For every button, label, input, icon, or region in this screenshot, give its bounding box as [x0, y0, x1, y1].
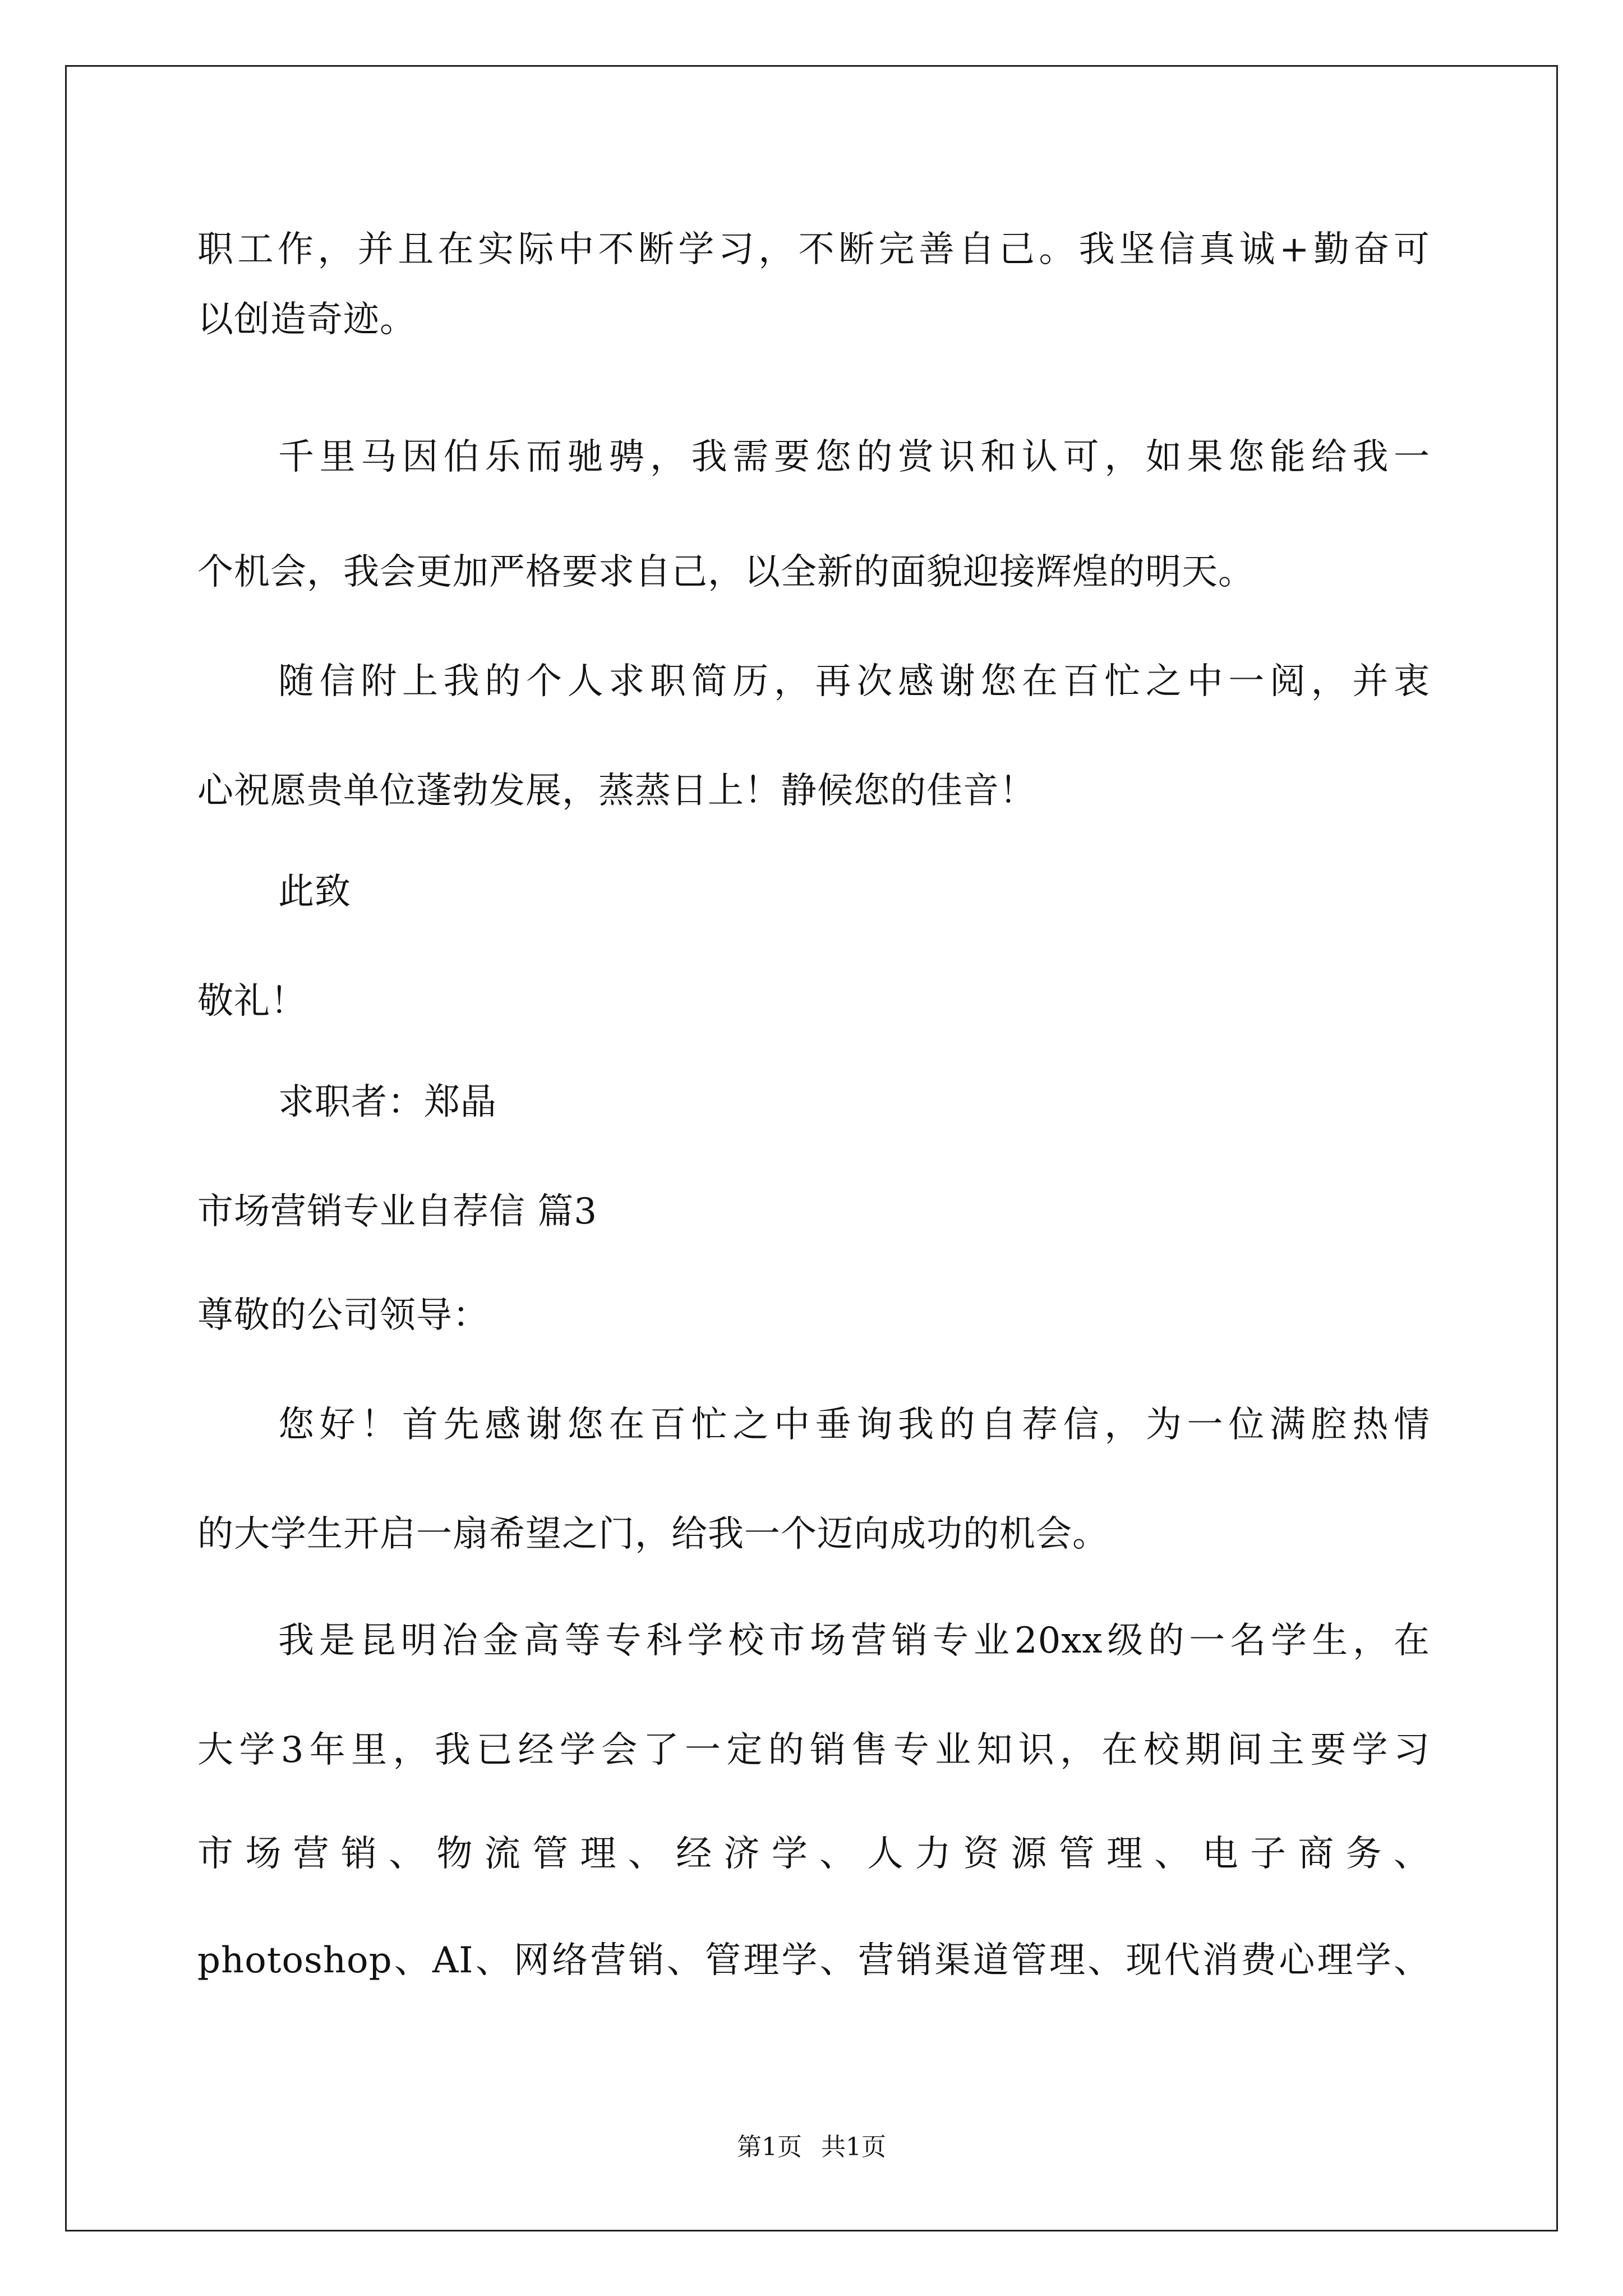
salutation-line: 此致	[278, 871, 351, 913]
greeting-line: 尊敬的公司领导：	[197, 1295, 489, 1336]
paragraph-line: 千里马因伯乐而驰骋，我需要您的赏识和认可，如果您能给我一	[278, 436, 1430, 478]
paragraph-line: 随信附上我的个人求职简历，再次感谢您在百忙之中一阅，并衷	[278, 661, 1430, 702]
section-heading: 市场营销专业自荐信 篇3	[197, 1191, 598, 1232]
page-number-total: 共1页	[821, 2133, 886, 2161]
page-border	[65, 65, 1558, 2231]
page-number-current: 第1页	[737, 2133, 802, 2161]
signature-line: 求职者：郑晶	[278, 1082, 497, 1123]
paragraph-line: 大学3年里，我已经学会了一定的销售专业知识，在校期间主要学习	[197, 1729, 1430, 1771]
paragraph-line: 职工作，并且在实际中不断学习，不断完善自己。我坚信真诚+勤奋可	[197, 229, 1430, 270]
paragraph-line: 市场营销、物流管理、经济学、人力资源管理、电子商务、	[197, 1833, 1430, 1875]
paragraph-line: photoshop、AI、网络营销、管理学、营销渠道管理、现代消费心理学、	[197, 1940, 1430, 1981]
paragraph-line: 的大学生开启一扇希望之门，给我一个迈向成功的机会。	[197, 1513, 1109, 1555]
page-footer	[0, 2132, 1623, 2163]
salutation-line: 敬礼！	[197, 981, 307, 1022]
paragraph-line: 心祝愿贵单位蓬勃发展，蒸蒸日上！静候您的佳音！	[197, 770, 1036, 812]
paragraph-line: 以创造奇迹。	[197, 299, 416, 341]
paragraph-line: 我是昆明冶金高等专科学校市场营销专业20xx级的一名学生，在	[278, 1620, 1430, 1662]
paragraph-line: 您好！首先感谢您在百忙之中垂询我的自荐信，为一位满腔热情	[278, 1404, 1430, 1446]
paragraph-line: 个机会，我会更加严格要求自己，以全新的面貌迎接辉煌的明天。	[197, 551, 1255, 593]
